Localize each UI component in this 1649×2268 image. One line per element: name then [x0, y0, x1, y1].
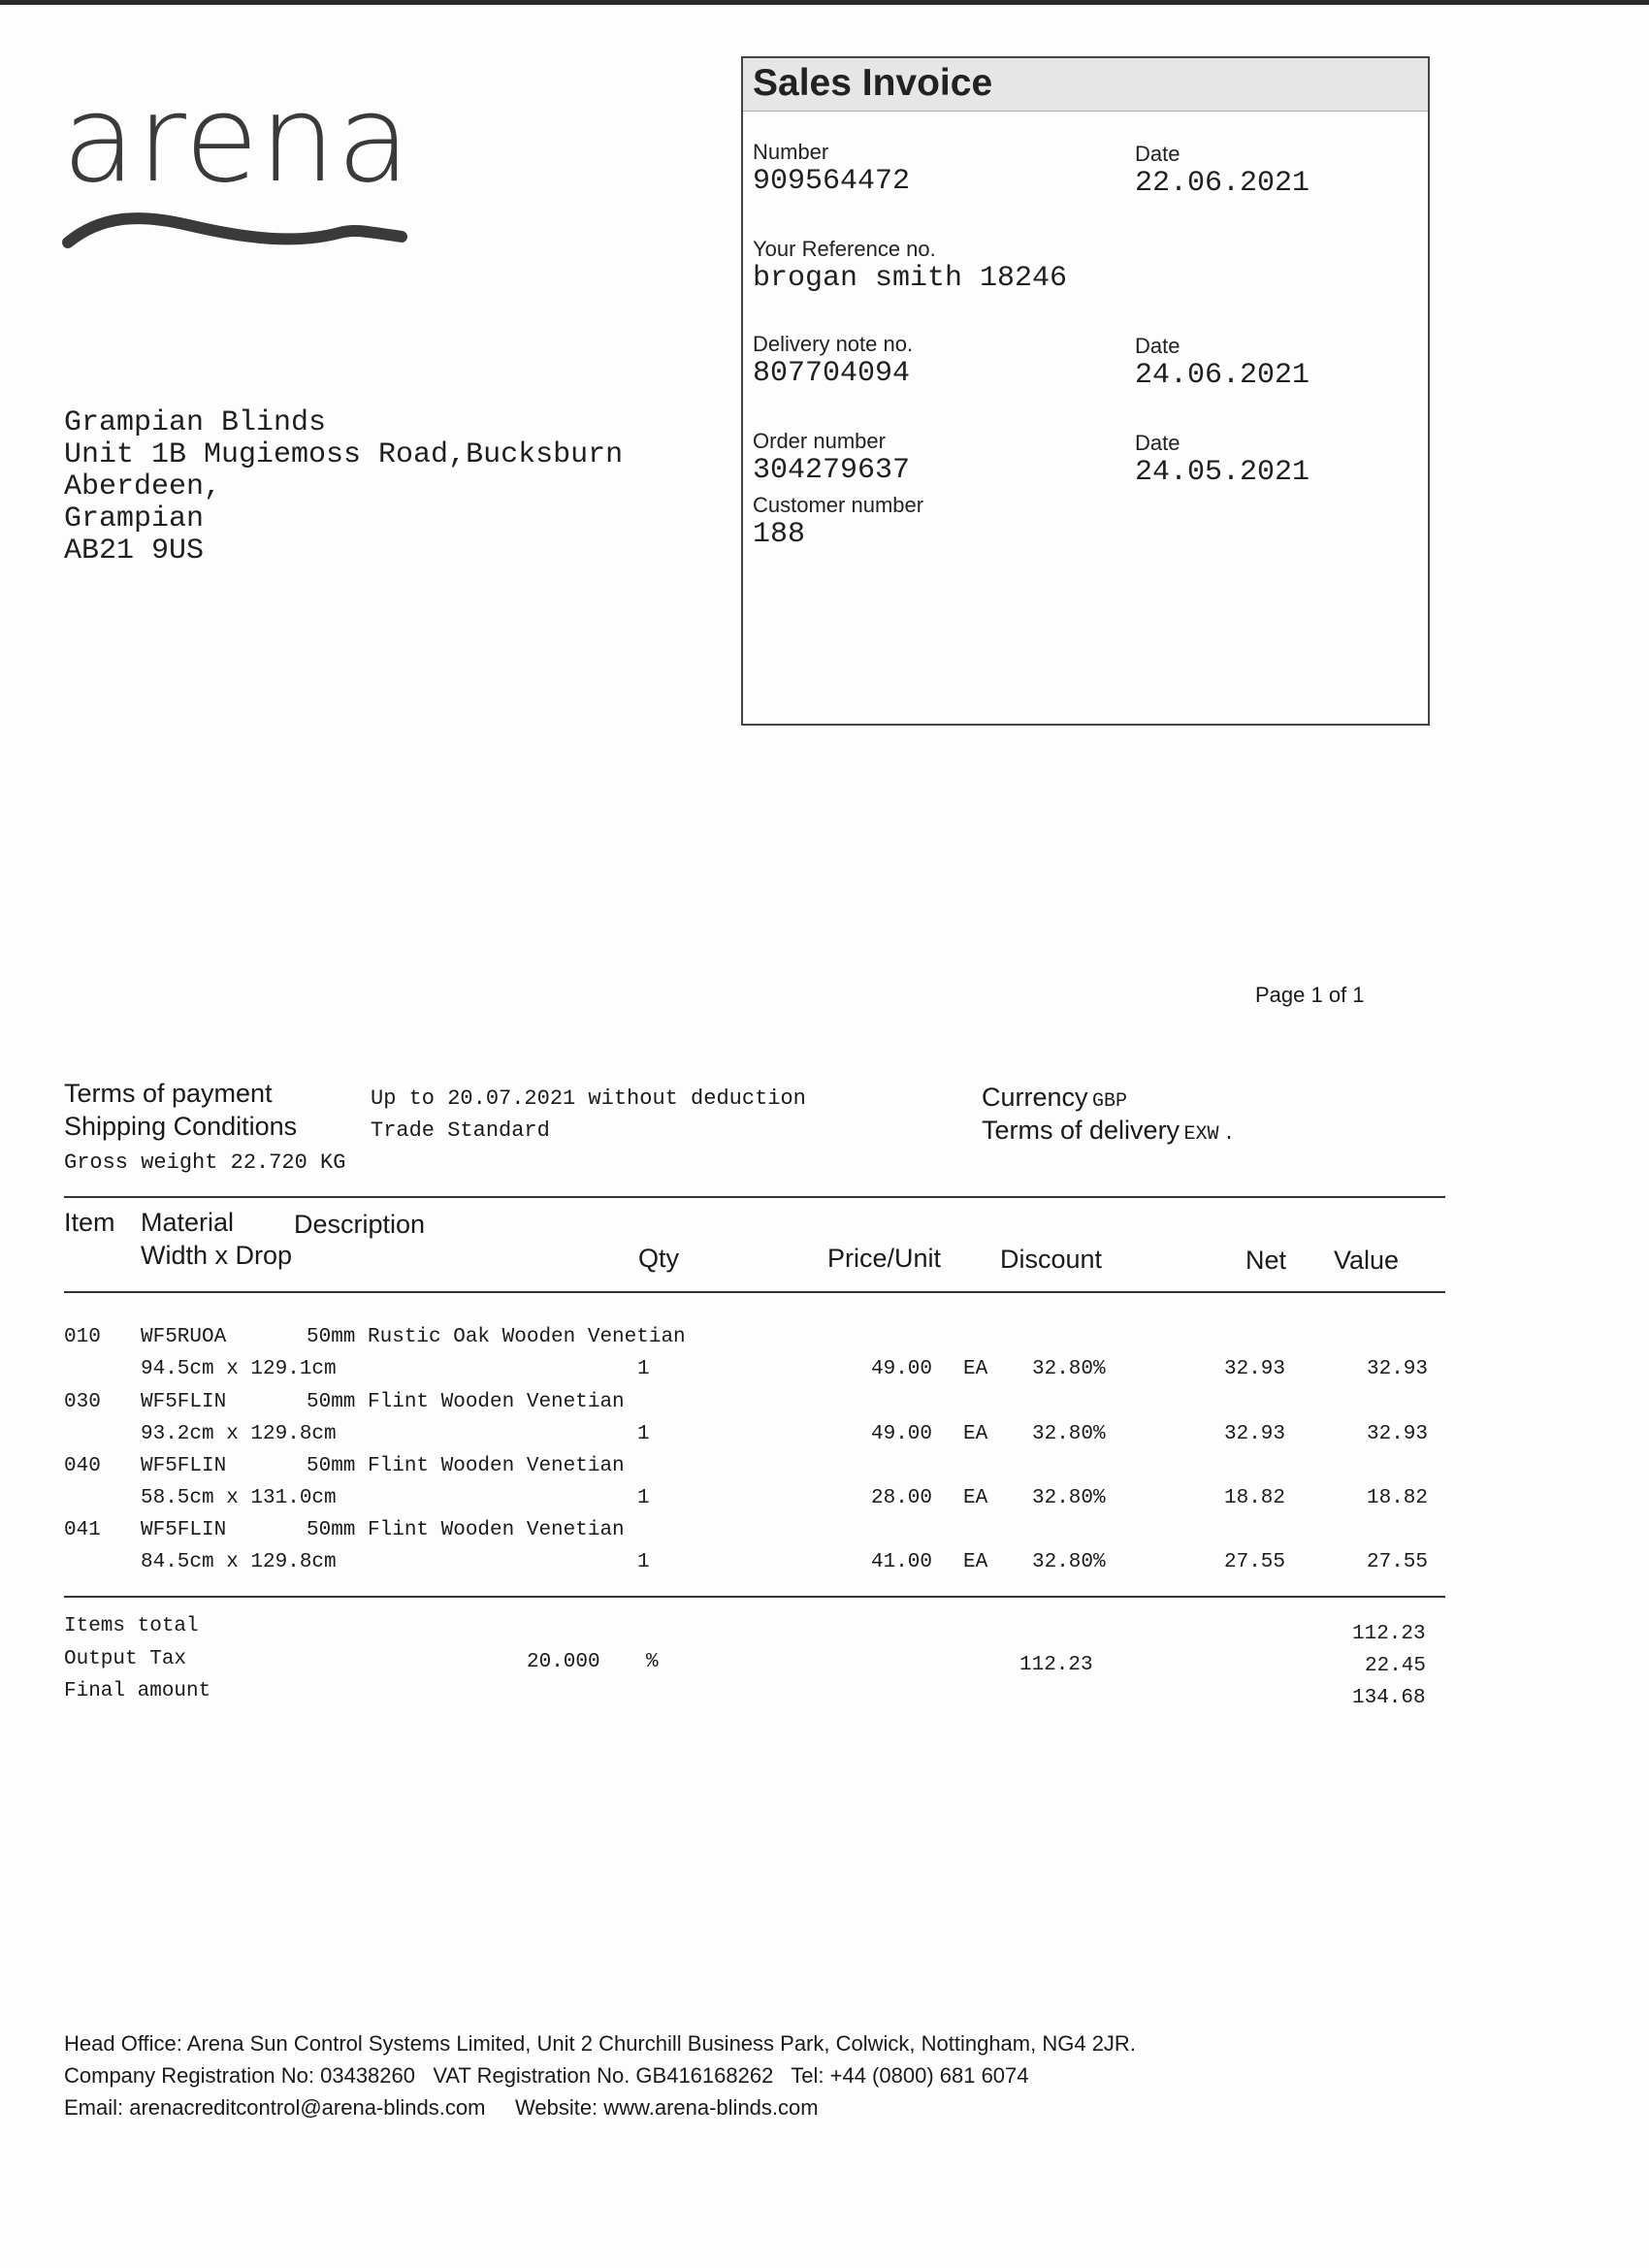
reference-label: Your Reference no.	[753, 237, 936, 261]
final-amount-value: 134.68	[1352, 1687, 1426, 1709]
arena-logo	[62, 70, 412, 262]
output-tax-label: Output Tax	[64, 1648, 187, 1670]
item-description: 50mm Rustic Oak Wooden Venetian	[307, 1326, 686, 1348]
item-unit: EA	[963, 1423, 988, 1445]
item-qty: 1	[637, 1487, 650, 1509]
item-description: 50mm Flint Wooden Venetian	[307, 1519, 625, 1541]
currency-row	[982, 1083, 1127, 1113]
table-row	[0, 1487, 1649, 1519]
item-price: 41.00	[871, 1551, 933, 1573]
reference-value: brogan smith 18246	[753, 262, 1068, 295]
item-size: 94.5cm x 129.1cm	[141, 1358, 337, 1380]
table-row	[0, 1519, 1649, 1551]
logo-wave-icon	[62, 107, 411, 262]
currency-label: Currency	[982, 1083, 1088, 1112]
col-header-description: Description	[294, 1210, 426, 1239]
page-number: Page 1 of 1	[1255, 983, 1365, 1007]
tax-percent-sign: %	[646, 1651, 659, 1673]
col-header-material: Material	[141, 1208, 235, 1237]
item-net: 32.93	[1224, 1358, 1286, 1380]
material-code: WF5RUOA	[141, 1326, 227, 1348]
table-row	[0, 1551, 1649, 1583]
table-row	[0, 1358, 1649, 1390]
item-unit: EA	[963, 1358, 988, 1380]
delivery-note-label: Delivery note no.	[753, 332, 914, 356]
footer-head-office: Head Office: Arena Sun Control Systems Limited, Unit 2 Churchill Business Park, Colwick, Nottingham, NG4 2JR.	[64, 2031, 1136, 2056]
tax-amount: 22.45	[1365, 1655, 1427, 1677]
col-header-item: Item	[64, 1208, 115, 1237]
item-value: 18.82	[1367, 1487, 1429, 1509]
table-row	[0, 1391, 1649, 1423]
address-line: Aberdeen,	[64, 470, 222, 503]
recipient-address	[64, 407, 623, 567]
item-qty: 1	[637, 1423, 650, 1445]
footer-registration: Company Registration No: 03438260 VAT Registration No. GB416168262 Tel: +44 (0800) 681 6074	[64, 2063, 1029, 2088]
items-total-value: 112.23	[1352, 1623, 1426, 1645]
table-row	[0, 1423, 1649, 1455]
order-date-value: 24.05.2021	[1135, 456, 1310, 489]
address-line: Grampian	[64, 502, 205, 535]
item-discount: 32.80%	[1032, 1551, 1106, 1573]
footer-contact: Email: arenacreditcontrol@arena-blinds.com Website: www.arena-blinds.com	[64, 2095, 819, 2120]
gross-weight: Gross weight 22.720 KG	[64, 1150, 346, 1175]
item-qty: 1	[637, 1358, 650, 1380]
tax-rate: 20.000	[527, 1651, 600, 1673]
item-value: 32.93	[1367, 1358, 1429, 1380]
payment-terms-value: Up to 20.07.2021 without deduction	[371, 1086, 806, 1111]
item-number: 040	[64, 1455, 101, 1477]
item-discount: 32.80%	[1032, 1423, 1106, 1445]
item-qty: 1	[637, 1551, 650, 1573]
item-size: 58.5cm x 131.0cm	[141, 1487, 337, 1509]
address-line: Grampian Blinds	[64, 406, 327, 439]
customer-label: Customer number	[753, 493, 924, 517]
col-header-value: Value	[1334, 1246, 1400, 1275]
material-code: WF5FLIN	[141, 1391, 227, 1413]
invoice-number: 909564472	[753, 165, 911, 198]
invoice-date: 22.06.2021	[1135, 167, 1310, 200]
material-code: WF5FLIN	[141, 1455, 227, 1477]
items-bottom-rule	[64, 1596, 1445, 1598]
shipping-label: Shipping Conditions	[64, 1112, 298, 1141]
delivery-terms-label: Terms of delivery	[982, 1116, 1180, 1145]
scan-edge	[0, 0, 1649, 5]
invoice-header-bar	[743, 58, 1428, 112]
delivery-date-label: Date	[1135, 334, 1180, 358]
payment-terms-label: Terms of payment	[64, 1079, 273, 1108]
header-top-rule	[64, 1196, 1445, 1198]
item-net: 18.82	[1224, 1487, 1286, 1509]
items-total-label: Items total	[64, 1615, 199, 1637]
final-amount-label: Final amount	[64, 1680, 211, 1702]
item-net: 27.55	[1224, 1551, 1286, 1573]
delivery-terms-suffix: .	[1222, 1123, 1235, 1146]
footer	[64, 2027, 1136, 2123]
item-discount: 32.80%	[1032, 1358, 1106, 1380]
order-date-label: Date	[1135, 431, 1180, 455]
col-header-width-drop: Width x Drop	[141, 1241, 293, 1270]
delivery-terms-value: EXW	[1183, 1123, 1219, 1146]
item-unit: EA	[963, 1487, 988, 1509]
shipping-value: Trade Standard	[371, 1118, 550, 1143]
order-value: 304279637	[753, 454, 911, 487]
delivery-note-value: 807704094	[753, 357, 911, 390]
item-size: 93.2cm x 129.8cm	[141, 1423, 337, 1445]
delivery-date-value: 24.06.2021	[1135, 359, 1310, 392]
item-number: 010	[64, 1326, 101, 1348]
item-description: 50mm Flint Wooden Venetian	[307, 1391, 625, 1413]
item-price: 49.00	[871, 1423, 933, 1445]
col-header-qty: Qty	[638, 1244, 680, 1273]
invoice-title: Sales Invoice	[753, 62, 993, 104]
col-header-net: Net	[1245, 1246, 1287, 1275]
table-row	[0, 1455, 1649, 1487]
material-code: WF5FLIN	[141, 1519, 227, 1541]
item-description: 50mm Flint Wooden Venetian	[307, 1455, 625, 1477]
col-header-discount: Discount	[1000, 1245, 1103, 1274]
table-row	[0, 1326, 1649, 1358]
item-discount: 32.80%	[1032, 1487, 1106, 1509]
currency-value: GBP	[1091, 1090, 1127, 1113]
number-label: Number	[753, 140, 829, 164]
logo-wordmark: arena	[62, 70, 412, 210]
item-price: 28.00	[871, 1487, 933, 1509]
item-number: 041	[64, 1519, 101, 1541]
invoice-details-box	[741, 56, 1430, 726]
item-unit: EA	[963, 1551, 988, 1573]
customer-value: 188	[753, 518, 806, 551]
address-line: AB21 9US	[64, 535, 205, 567]
item-price: 49.00	[871, 1358, 933, 1380]
tax-base: 112.23	[1019, 1654, 1093, 1676]
delivery-terms-row	[982, 1116, 1235, 1146]
item-value: 27.55	[1367, 1551, 1429, 1573]
item-value: 32.93	[1367, 1423, 1429, 1445]
item-net: 32.93	[1224, 1423, 1286, 1445]
col-header-price-unit: Price/Unit	[827, 1244, 942, 1273]
item-size: 84.5cm x 129.8cm	[141, 1551, 337, 1573]
item-number: 030	[64, 1391, 101, 1413]
header-bottom-rule	[64, 1291, 1445, 1293]
address-line: Unit 1B Mugiemoss Road,Bucksburn	[64, 438, 624, 471]
date-label: Date	[1135, 142, 1180, 166]
order-label: Order number	[753, 429, 886, 453]
